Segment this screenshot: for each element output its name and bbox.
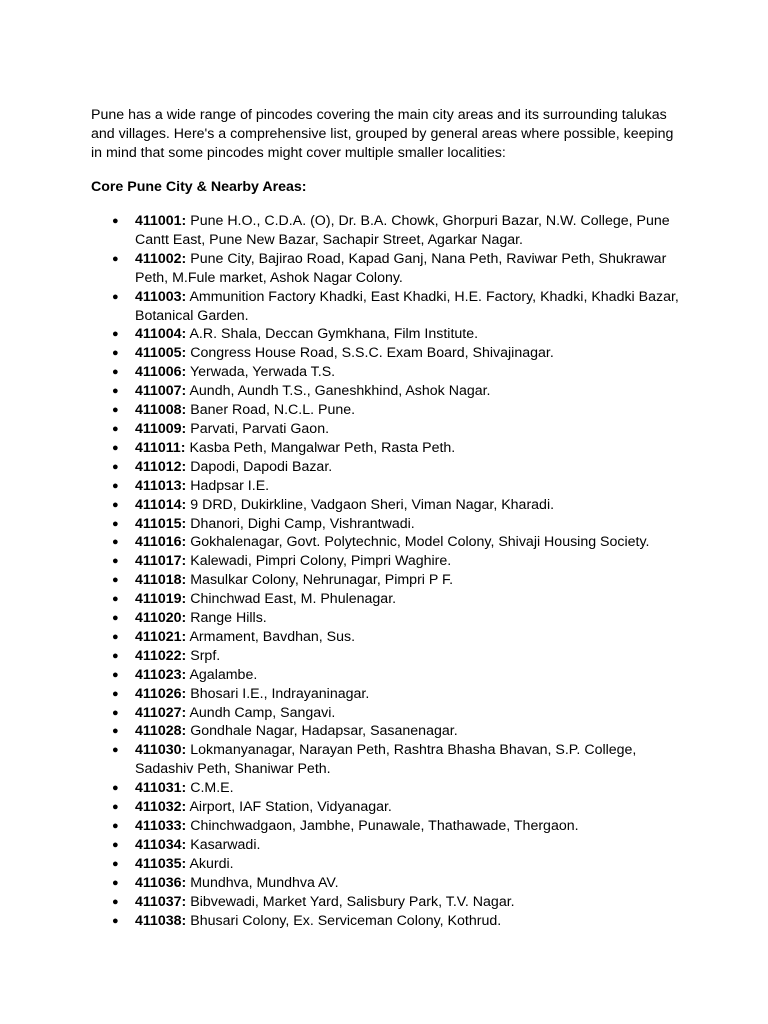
list-item — [112, 722, 688, 741]
list-item — [112, 344, 688, 363]
pincode-areas: Pune City, Bajirao Road, Kapad Ganj, Nana Peth, Raviwar Peth, Shukrawar Peth, M.Fule market, Ashok Nagar Colony. — [135, 250, 667, 286]
pincode: 411020: — [135, 610, 187, 627]
pincode: 411023: — [135, 666, 187, 683]
pincode-areas: Range Hills. — [186, 610, 267, 627]
pincode-areas: C.M.E. — [186, 780, 234, 797]
bullet-icon: ● — [112, 366, 119, 379]
list-item — [112, 496, 688, 515]
pincode-areas: Yerwada, Yerwada T.S. — [186, 364, 336, 381]
pincode: 411034: — [135, 836, 187, 853]
list-item — [112, 458, 688, 477]
list-item — [112, 382, 688, 401]
intro-paragraph: Pune has a wide range of pincodes covering the main city areas and its surrounding talukas and villages. Here's a comprehensive list, grouped by general areas where possible, keeping in mind that some pincodes might cover multiple smaller localities: — [91, 107, 674, 161]
bullet-icon: ● — [112, 706, 119, 719]
list-item — [112, 647, 688, 666]
pincode-areas: Dapodi, Dapodi Bazar. — [186, 458, 333, 475]
bullet-icon: ● — [112, 215, 119, 227]
pincode-areas: Agalambe. — [186, 666, 258, 683]
pincode-areas: Aundh, Aundh T.S., Ganeshkhind, Ashok Nagar. — [186, 383, 491, 400]
list-item — [112, 571, 688, 590]
list-item — [112, 741, 688, 779]
pincode-list — [91, 212, 688, 930]
list-item — [112, 515, 688, 534]
pincode: 411014: — [135, 496, 187, 513]
pincode-areas: Gondhale Nagar, Hadapsar, Sasanenagar. — [186, 723, 458, 740]
bullet-icon: ● — [112, 782, 119, 795]
list-item — [112, 817, 688, 836]
pincode: 411001: — [135, 213, 187, 229]
bullet-icon: ● — [112, 649, 119, 662]
pincode: 411012: — [135, 458, 187, 475]
pincode: 411008: — [135, 402, 187, 419]
pincode-areas: Bibvewadi, Market Yard, Salisbury Park, T.V. Nagar. — [186, 893, 515, 910]
bullet-icon: ● — [112, 422, 119, 435]
pincode-areas: Masulkar Colony, Nehrunagar, Pimpri P F. — [186, 572, 454, 589]
pincode: 411037: — [135, 893, 187, 910]
pincode-areas: Kasba Peth, Mangalwar Peth, Rasta Peth. — [185, 439, 456, 456]
list-item — [112, 533, 688, 552]
pincode-areas: Baner Road, N.C.L. Pune. — [186, 402, 356, 419]
pincode-areas: Chinchwad East, M. Phulenagar. — [186, 591, 397, 608]
pincode-areas: Bhosari I.E., Indrayaninagar. — [186, 685, 370, 702]
pincode-areas: Armament, Bavdhan, Sus. — [186, 628, 356, 645]
pincode: 411006: — [135, 364, 187, 381]
pincode: 411033: — [135, 818, 187, 834]
bullet-icon: ● — [112, 574, 119, 587]
pincode: 411038: — [135, 912, 187, 929]
pincode-areas: Mundhva, Mundhva AV. — [186, 874, 339, 891]
list-item — [112, 590, 688, 609]
list-item — [112, 628, 688, 647]
pincode: 411028: — [135, 723, 187, 740]
list-item — [112, 477, 688, 496]
list-item — [112, 439, 688, 458]
list-item — [112, 798, 688, 817]
list-item — [112, 552, 688, 571]
pincode: 411027: — [135, 704, 187, 721]
pincode: 411009: — [135, 420, 187, 437]
pincode: 411030: — [135, 742, 187, 759]
section-heading: Core Pune City & Nearby Areas: — [91, 179, 307, 195]
bullet-icon: ● — [112, 820, 119, 832]
list-item — [112, 704, 688, 723]
bullet-icon: ● — [112, 347, 119, 360]
bullet-icon: ● — [112, 801, 119, 814]
bullet-icon: ● — [112, 555, 119, 568]
list-item — [112, 836, 688, 855]
pincode: 411002: — [135, 250, 187, 267]
list-item — [112, 363, 688, 382]
pincode-areas: Kalewadi, Pimpri Colony, Pimpri Waghire. — [186, 553, 452, 570]
list-item — [112, 893, 688, 912]
bullet-icon: ● — [112, 460, 119, 473]
pincode-areas: Bhusari Colony, Ex. Serviceman Colony, Kothrud. — [186, 912, 502, 929]
pincode: 411007: — [135, 383, 187, 400]
pincode: 411022: — [135, 647, 187, 664]
bullet-icon: ● — [112, 612, 119, 625]
pincode: 411004: — [135, 326, 187, 343]
pincode: 411013: — [135, 477, 187, 494]
list-item — [112, 609, 688, 628]
pincode-areas: Congress House Road, S.S.C. Exam Board, Shivajinagar. — [186, 345, 554, 362]
list-item — [112, 325, 688, 344]
bullet-icon: ● — [112, 838, 119, 851]
list-item — [112, 855, 688, 874]
pincode-areas: Hadpsar I.E. — [186, 477, 270, 494]
pincode: 411011: — [135, 439, 186, 456]
bullet-icon: ● — [112, 517, 119, 530]
bullet-icon: ● — [112, 252, 119, 265]
list-item — [112, 874, 688, 893]
pincode: 411003: — [135, 288, 187, 305]
pincode-areas: Aundh Camp, Sangavi. — [186, 704, 336, 721]
pincode-areas: Srpf. — [186, 647, 221, 664]
pincode-areas: Akurdi. — [186, 855, 234, 872]
pincode: 411016: — [135, 534, 187, 551]
list-item — [112, 685, 688, 704]
bullet-icon: ● — [112, 290, 119, 303]
pincode-areas: Gokhalenagar, Govt. Polytechnic, Model Colony, Shivaji Housing Society. — [186, 534, 650, 551]
list-item — [112, 288, 688, 326]
list-item — [112, 250, 688, 288]
bullet-icon: ● — [112, 668, 119, 681]
pincode-areas: Dhanori, Dighi Camp, Vishrantwadi. — [186, 515, 415, 532]
pincode: 411018: — [135, 572, 187, 589]
list-item — [112, 666, 688, 685]
pincode-areas: Parvati, Parvati Gaon. — [186, 420, 330, 437]
bullet-icon: ● — [112, 404, 119, 417]
bullet-icon: ● — [112, 914, 119, 927]
list-item — [112, 212, 688, 250]
pincode-areas: 9 DRD, Dukirkline, Vadgaon Sheri, Viman Nagar, Kharadi. — [186, 496, 555, 513]
list-item — [112, 779, 688, 798]
bullet-icon: ● — [112, 857, 119, 870]
bullet-icon: ● — [112, 895, 119, 908]
pincode-areas: Lokmanyanagar, Narayan Peth, Rashtra Bhasha Bhavan, S.P. College, Sadashiv Peth, Shaniwar Peth. — [135, 742, 637, 778]
list-item — [112, 912, 688, 931]
pincode: 411015: — [135, 515, 187, 532]
bullet-icon: ● — [112, 876, 119, 889]
pincode: 411019: — [135, 591, 187, 608]
bullet-icon: ● — [112, 479, 119, 492]
pincode-areas: Chinchwadgaon, Jambhe, Punawale, Thathawade, Thergaon. — [186, 818, 579, 834]
pincode-areas: A.R. Shala, Deccan Gymkhana, Film Institute. — [186, 326, 479, 343]
pincode: 411032: — [135, 799, 187, 816]
bullet-icon: ● — [112, 385, 119, 398]
list-item — [112, 401, 688, 420]
pincode: 411021: — [135, 628, 187, 645]
bullet-icon: ● — [112, 498, 119, 511]
bullet-icon: ● — [112, 328, 119, 341]
pincode-areas: Airport, IAF Station, Vidyanagar. — [186, 799, 392, 816]
bullet-icon: ● — [112, 441, 119, 454]
pincode: 411017: — [135, 553, 187, 570]
pincode-areas: Ammunition Factory Khadki, East Khadki, H.E. Factory, Khadki, Khadki Bazar, Botanical Garden. — [135, 288, 679, 324]
pincode: 411035: — [135, 855, 187, 872]
bullet-icon: ● — [112, 687, 119, 700]
pincode-areas: Kasarwadi. — [186, 836, 261, 853]
bullet-icon: ● — [112, 593, 119, 606]
pincode: 411005: — [135, 345, 187, 362]
bullet-icon: ● — [112, 725, 119, 738]
bullet-icon: ● — [112, 744, 119, 757]
bullet-icon: ● — [112, 536, 119, 549]
list-item — [112, 420, 688, 439]
pincode: 411036: — [135, 874, 187, 891]
pincode: 411026: — [135, 685, 187, 702]
pincode: 411031: — [135, 780, 187, 797]
bullet-icon: ● — [112, 630, 119, 643]
pincode-areas: Pune H.O., C.D.A. (O), Dr. B.A. Chowk, Ghorpuri Bazar, N.W. College, Pune Cantt East, Pune New Bazar, Sachapir Street, Agarkar Nagar. — [135, 213, 670, 248]
